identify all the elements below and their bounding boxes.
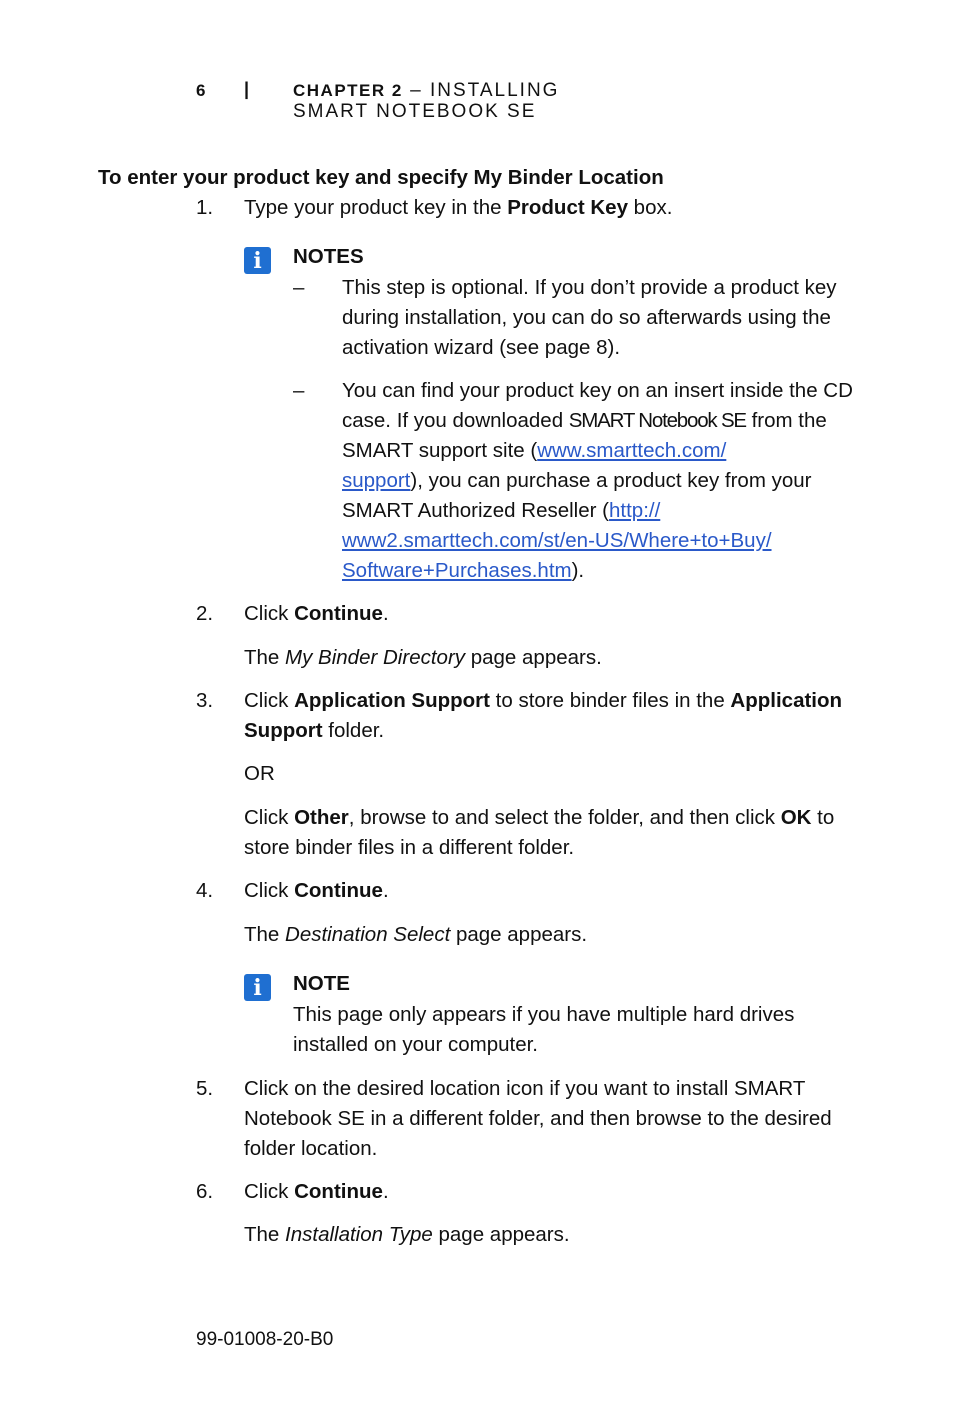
info-icon: i (244, 247, 271, 274)
product-name: SMART Notebook SE (568, 409, 746, 432)
step-text: Click on the desired location icon if you want to install SMART Notebook SE in a different folder, and then browse to the desired folder location. (244, 1077, 832, 1160)
step-alternative: Click Other, browse to and select the folder, and then click OK to store binder files in a different folder. (244, 806, 835, 859)
step-number: 6. (196, 1180, 214, 1203)
chapter-title-line1: – INSTALLING (402, 80, 560, 101)
notes-label: NOTES (293, 245, 364, 268)
header-separator: | (244, 79, 250, 99)
reseller-link[interactable]: http:// www2.smarttech.com/st/en-US/Where+to+Buy/ Software+Purchases.htm (342, 499, 772, 582)
step-text: Click Continue. (244, 879, 389, 902)
chapter-heading (293, 80, 559, 122)
step-text: Click Application Support to store binder files in the Application Support folder. (244, 689, 843, 742)
step-number: 4. (196, 879, 214, 902)
step-number: 1. (196, 196, 214, 219)
info-icon: i (244, 974, 271, 1001)
chapter-label: CHAPTER 2 (293, 81, 403, 100)
note-item: This step is optional. If you don’t provide a product key during installation, you can do so afterwards using the activation wizard (see page 8). (342, 276, 837, 359)
or-text: OR (244, 762, 275, 785)
procedure-title: To enter your product key and specify My Binder Location (98, 166, 664, 189)
chapter-title-line2: SMART NOTEBOOK SE (293, 101, 537, 122)
note-item: You can find your product key on an insert inside the CD case. If you downloaded SMART Notebook SE from the SMART support site (www.smarttech.com/ support), you can purchase a product key from your SMART Authorized Reseller (http:// www2.smarttech.com/st/en-US/Where+to+Buy/ Software+Purchases.htm). (342, 379, 853, 582)
note-dash: – (293, 276, 305, 299)
step-text: Click Continue. (244, 1180, 389, 1203)
step-result: The Destination Select page appears. (244, 923, 588, 946)
note-text: This page only appears if you have multiple hard drives installed on your computer. (293, 1003, 795, 1056)
support-link[interactable]: www.smarttech.com/ support (342, 439, 727, 492)
page-number: 6 (196, 81, 206, 100)
note-label: NOTE (293, 972, 350, 995)
step-text: Type your product key in the Product Key box. (244, 196, 673, 219)
step-number: 3. (196, 689, 214, 712)
step-number: 2. (196, 602, 214, 625)
document-number: 99-01008-20-B0 (196, 1329, 334, 1350)
step-number: 5. (196, 1077, 214, 1100)
step-result: The Installation Type page appears. (244, 1223, 570, 1246)
note-dash: – (293, 379, 305, 402)
step-result: The My Binder Directory page appears. (244, 646, 602, 669)
step-text: Click Continue. (244, 602, 389, 625)
